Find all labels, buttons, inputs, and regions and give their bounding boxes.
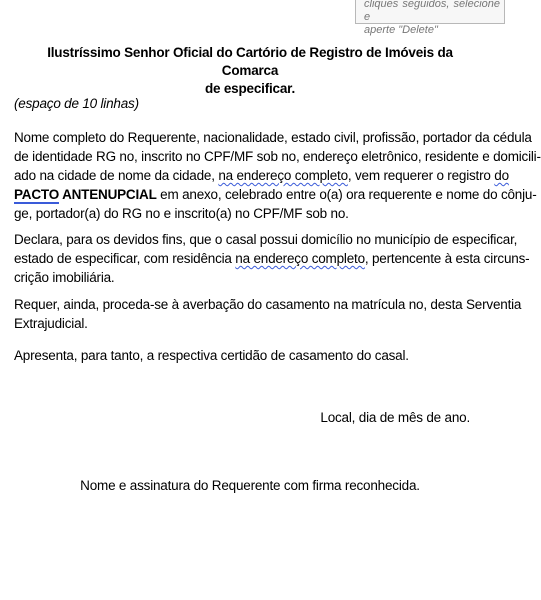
spacing-note (14, 94, 470, 113)
signature-line: Nome e assinatura do Requerente com firma reconhecida. (80, 478, 420, 493)
paragraph-1-line-4 (14, 185, 537, 204)
pacto-emphasis: PACTO (14, 187, 60, 202)
instruction-note-line-1: cliques seguidos, selecione e (364, 0, 500, 23)
paragraph-declaration (14, 230, 530, 287)
paragraph-4-line-1: Apresenta, para tanto, a respectiva certidão de casamento do casal. (14, 348, 409, 363)
spellcheck-underline-do: do (494, 168, 509, 183)
spellcheck-underline-residence: na endereço completo (235, 251, 365, 266)
paragraph-1-line-3-middle: , vem requerer o registro (347, 168, 495, 183)
title-line-1: Ilustríssimo Senhor Oficial do Cartório de Registro de Imóveis da Comarca (47, 45, 453, 78)
instruction-note (355, 0, 505, 36)
paragraph-1-line-3-start: ado na cidade de nome da cidade, (14, 168, 219, 183)
paragraph-3-line-2: Extrajudicial. (14, 316, 88, 331)
paragraph-2-line-2-rest: , pertencente à esta circuns- (364, 251, 530, 266)
paragraph-1-line-3 (14, 166, 509, 185)
paragraph-2-line-3: crição imobiliária. (14, 270, 115, 285)
paragraph-3-line-1: Requer, ainda, proceda-se à averbação do casamento na matrícula no, desta Serventia (14, 297, 522, 312)
paragraph-qualification (14, 128, 541, 223)
paragraph-1-line-4-rest: em anexo, celebrado entre o(a) ora requerente e nome do cônju- (156, 187, 537, 202)
document-title (20, 44, 480, 98)
antenupcial-emphasis: ANTENUPCIAL (59, 187, 157, 202)
paragraph-1-line-2: de identidade RG no, inscrito no CPF/MF sob no, endereço eletrônico, residente e domicili- (14, 149, 541, 164)
place-and-date: Local, dia de mês de ano. (320, 410, 470, 425)
paragraph-2-line-2-start: estado de especificar, com residência (14, 251, 236, 266)
title-line-2: de especificar. (204, 81, 296, 96)
paragraph-presentation (14, 346, 470, 365)
paragraph-2-line-1: Declara, para os devidos fins, que o casal possui domicílio no município de especificar, (14, 232, 518, 247)
spellcheck-underline-address: na endereço completo (218, 168, 348, 183)
instruction-note-line-2: aperte "Delete" (364, 24, 438, 36)
paragraph-request (14, 295, 522, 333)
paragraph-1-line-1: Nome completo do Requerente, nacionalidade, estado civil, profissão, portador da cédula (14, 130, 532, 145)
spacing-note-text: (espaço de 10 linhas) (14, 96, 139, 111)
paragraph-1-line-5: ge, portador(a) do RG no e inscrito(a) no CPF/MF sob no. (14, 206, 349, 221)
paragraph-2-line-2 (14, 249, 530, 268)
